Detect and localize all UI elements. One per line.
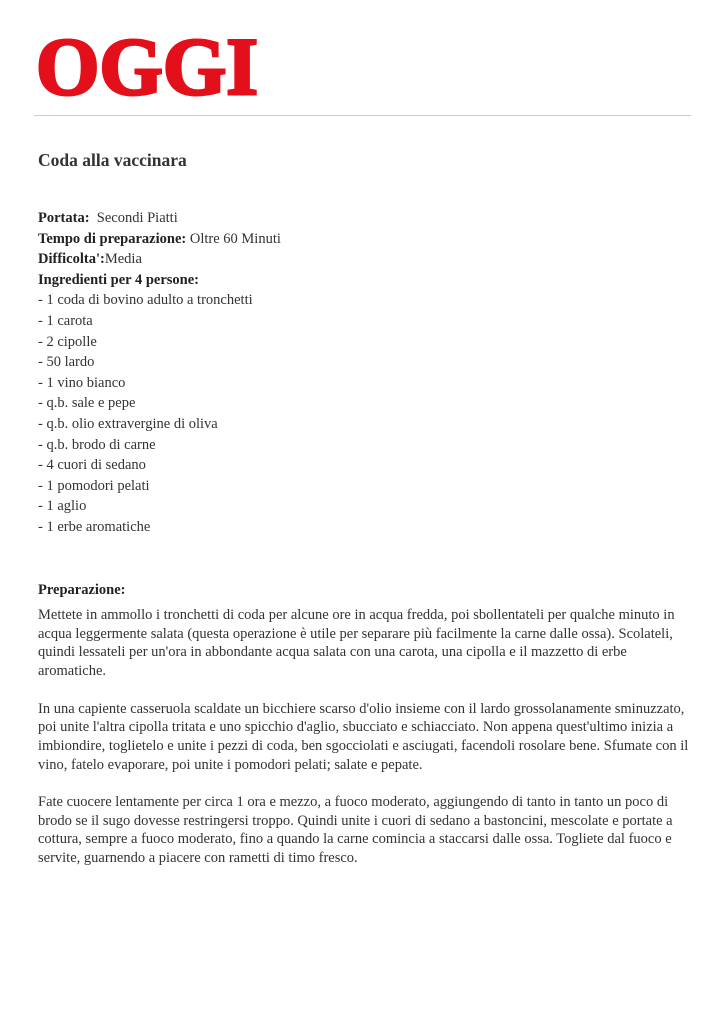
preparazione-paragraph: Fate cuocere lentamente per circa 1 ora e mezzo, a fuoco moderato, aggiungendo di tanto in tanto un poco di brodo se il sugo dovesse restringersi troppo. Quindi unite i cuori di sedano a bastoncini, mescolate e portate a cottura, sempre a fuoco moderato, fino a quando la carne comincia a staccarsi dalle ossa. Togliete dal fuoco e servite, guarnendo a piacere con rametti di timo fresco. <box>38 794 673 867</box>
preparazione-paragraph: Mettete in ammollo i tronchetti di coda per alcune ore in acqua fredda, poi sbollentateli per qualche minuto in acqua leggermente salata (questa operazione è utile per separare più facilmente la carne dalle ossa). Scolateli, quindi lessateli per un'ora in abbondante acqua salata con una carota, una cipolla e il mazzetto di erbe aromatiche. <box>38 607 675 680</box>
tempo-label: Tempo di preparazione: <box>38 230 187 247</box>
ingredient-item: - q.b. sale e pepe <box>38 395 136 412</box>
portata-row <box>38 208 688 229</box>
recipe-details <box>38 208 688 538</box>
ingredienti-heading-row <box>38 270 688 291</box>
ingredient-item: - 1 carota <box>38 312 93 329</box>
ingredient-item: - 1 vino bianco <box>38 374 126 391</box>
logo-text: OGGI <box>36 30 258 102</box>
tempo-row <box>38 229 688 250</box>
difficolta-row <box>38 249 688 270</box>
ingredient-item: - 2 cipolle <box>38 333 97 350</box>
ingredient-item: - 1 coda di bovino adulto a tronchetti <box>38 292 253 309</box>
ingredient-item: - 1 erbe aromatiche <box>38 518 151 535</box>
ingredient-item: - q.b. brodo di carne <box>38 436 156 453</box>
difficolta-value: Media <box>104 251 142 268</box>
preparazione-text <box>38 606 698 887</box>
portata-value: Secondi Piatti <box>96 210 178 226</box>
oggi-logo <box>34 30 260 102</box>
ingredient-item: - 1 pomodori pelati <box>38 477 150 494</box>
recipe-title: Coda alla vaccinara <box>38 150 187 170</box>
oggi-logo-graphic <box>34 30 260 102</box>
preparazione-heading: Preparazione: <box>38 582 126 598</box>
difficolta-label: Difficolta': <box>38 251 105 268</box>
ingredient-item: - 1 aglio <box>38 498 87 515</box>
preparazione-paragraph: In una capiente casseruola scaldate un bicchiere scarso d'olio insieme con il lardo grossolanamente sminuzzato, poi unite l'altra cipolla tritata e uno spicchio d'aglio, sbucciato e schiacciato. Non appena quest'ultimo inizia a imbiondire, toglietelo e unite i pezzi di coda, ben sgocciolati e asciugati, facendoli rosolare bene. Sfumate con il vino, fatelo evaporare, poi unite i pomodori pelati; salate e pepate. <box>38 700 689 773</box>
ingredient-list <box>38 290 688 537</box>
ingredient-item: - 4 cuori di sedano <box>38 457 146 474</box>
ingredienti-label: Ingredienti per 4 persone: <box>38 271 199 288</box>
header-divider <box>34 115 691 116</box>
ingredient-item: - 50 lardo <box>38 354 95 371</box>
tempo-value: Oltre 60 Minuti <box>189 230 281 247</box>
portata-label: Portata: <box>38 210 90 226</box>
ingredient-item: - q.b. olio extravergine di oliva <box>38 415 218 432</box>
